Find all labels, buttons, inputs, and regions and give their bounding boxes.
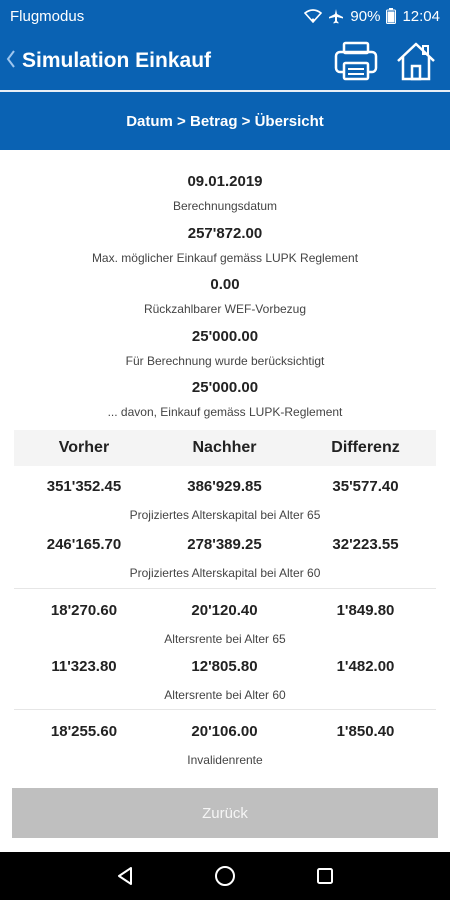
table-row [14, 589, 436, 646]
row-label: Invalidenrente [187, 753, 263, 767]
app-header [0, 32, 450, 90]
summary-item-date [0, 150, 450, 213]
cell-nachher: 12'805.80 [191, 657, 258, 675]
status-time: 12:04 [402, 7, 440, 25]
status-bar [0, 0, 450, 32]
cell-differenz: 1'850.40 [336, 722, 395, 740]
table-body [14, 466, 436, 768]
summary-value: 257'872.00 [187, 224, 263, 242]
cell-vorher: 18'270.60 [50, 601, 118, 619]
summary-label: Max. möglicher Einkauf gemäss LUPK Reglement [91, 250, 359, 265]
column-header-vorher: Vorher [58, 439, 110, 456]
summary-label: Berechnungsdatum [172, 199, 278, 213]
row-label: Projiziertes Alterskapital bei Alter 60 [129, 566, 321, 580]
cell-differenz: 1'849.80 [336, 601, 395, 619]
cell-differenz: 35'577.40 [332, 477, 399, 495]
page-title: Simulation Einkauf [22, 49, 212, 72]
cell-nachher: 278'389.25 [187, 535, 262, 553]
summary-value: 0.00 [210, 276, 240, 293]
cell-nachher: 386'929.85 [187, 477, 262, 495]
cell-nachher: 20'120.40 [191, 601, 258, 619]
table-row [14, 646, 436, 709]
column-header-nachher: Nachher [192, 439, 257, 456]
cell-vorher: 11'323.80 [51, 657, 117, 675]
battery-icon [386, 8, 396, 24]
back-button[interactable]: Zurück [12, 788, 438, 838]
nav-home-icon[interactable] [210, 861, 240, 891]
summary-section [0, 150, 450, 419]
summary-label: Rückzahlbarer WEF-Vorbezug [143, 302, 307, 316]
cell-vorher: 351'352.45 [46, 477, 122, 495]
breadcrumb: Datum > Betrag > Übersicht [0, 92, 450, 150]
summary-value: 25'000.00 [191, 327, 259, 345]
battery-level: 90% [350, 7, 381, 25]
row-label: Altersrente bei Alter 65 [164, 632, 286, 646]
home-icon [395, 41, 437, 81]
row-label: Altersrente bei Alter 60 [164, 688, 286, 702]
chevron-left-icon[interactable] [0, 48, 20, 74]
summary-label: Für Berechnung wurde berücksichtigt [125, 353, 325, 368]
printer-icon [334, 41, 378, 81]
table-row [14, 524, 436, 588]
status-mode: Flugmodus [10, 7, 85, 25]
status-right [304, 8, 440, 25]
table-row [14, 466, 436, 524]
table-header [14, 430, 436, 466]
cell-differenz: 1'482.00 [336, 657, 395, 675]
cell-differenz: 32'223.55 [332, 535, 399, 553]
home-button[interactable] [390, 38, 442, 84]
summary-value: 09.01.2019 [187, 173, 263, 190]
cell-nachher: 20'106.00 [191, 722, 258, 740]
system-nav-bar [0, 852, 450, 900]
summary-value: 25'000.00 [191, 379, 259, 396]
wifi-icon [304, 9, 322, 23]
cell-vorher: 246'165.70 [46, 535, 122, 553]
column-header-differenz: Differenz [331, 439, 400, 456]
cell-vorher: 18'255.60 [50, 722, 118, 740]
airplane-icon [328, 8, 344, 24]
summary-label: ... davon, Einkauf gemäss LUPK-Reglement [107, 405, 343, 419]
nav-recents-icon[interactable] [310, 861, 340, 891]
row-label: Projiziertes Alterskapital bei Alter 65 [129, 508, 321, 522]
print-button[interactable] [330, 38, 382, 84]
nav-back-icon[interactable] [110, 861, 140, 891]
table-row [14, 710, 436, 768]
